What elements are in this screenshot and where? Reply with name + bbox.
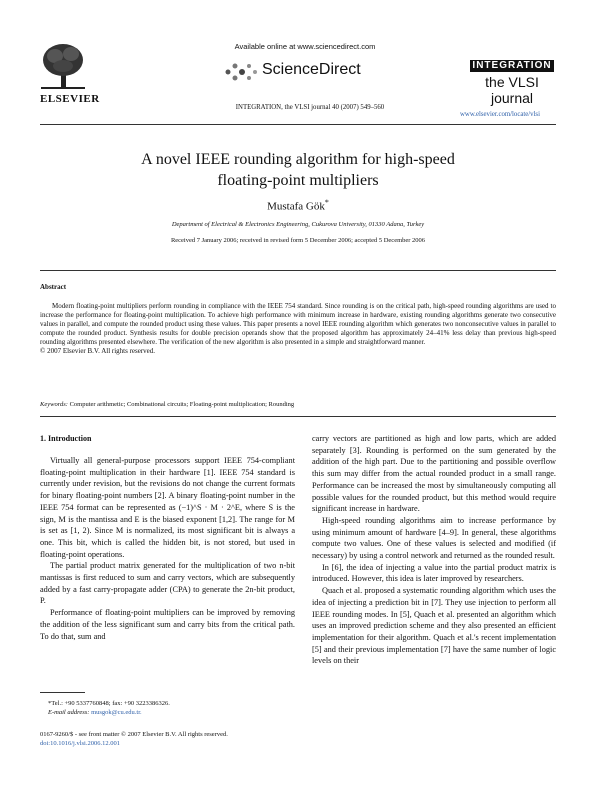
publisher-name: ELSEVIER [40, 93, 100, 105]
email-label: E-mail address: [48, 709, 90, 716]
journal-logo-bottom: the VLSI journal [485, 74, 539, 106]
paragraph: carry vectors are partitioned as high and low parts, which are added separately [3]. Rounding is performed on the sum generated by the addition of the high part. Due to the partitioning and possible overflow this sum may differ from the actual rounded product in a small range. Performance can be increased the most by simultaneously computing all possible values for the rounded product, but this method would require significant increase in hardware. [312, 434, 556, 514]
received-dates: Received 7 January 2006; received in revised form 5 December 2006; accepted 5 December 2006 [170, 237, 426, 244]
abstract-body [40, 302, 556, 357]
abstract-copyright: © 2007 Elsevier B.V. All rights reserved. [40, 347, 156, 356]
keywords-line [40, 401, 556, 408]
column-right [312, 433, 556, 667]
paragraph: Performance of floating-point multipliers can be improved by removing the addition of the less significant sum and carry bits from the critical path. To do that, sum and [40, 608, 295, 641]
author-line [40, 198, 556, 213]
paragraph: Quach et al. proposed a systematic rounding algorithm which uses the idea of injecting a prediction bit in [7]. They use injection to perform all IEEE rounding modes. In [5], Quach et al. presented an algorithm which uses an improved prediction scheme and they also presented an efficient implementation for their algorithm. Quach et al.'s recent implementation [5] and their previous implementation [7] have the same number of logic levels on their [312, 586, 556, 666]
abstract-top-rule [40, 270, 556, 271]
issn-line: 0167-9260/$ - see front matter © 2007 Elsevier B.V. All rights reserved. [40, 731, 228, 738]
journal-reference: INTEGRATION, the VLSI journal 40 (2007) 549–560 [235, 104, 385, 111]
journal-logo-top: INTEGRATION [470, 60, 554, 72]
header-rule [40, 124, 556, 125]
paragraph: In [6], the idea of injecting a value into the partial product matrix is introduced. However, this idea is later improved by researchers. [312, 562, 556, 584]
section-heading: 1. Introduction [40, 434, 92, 443]
abstract-heading: Abstract [40, 283, 67, 291]
column-left [40, 455, 295, 642]
footnote-email-line [40, 708, 295, 717]
paragraph: Virtually all general-purpose processors support IEEE 754-compliant floating-point multiplication in their hardware [1]. IEEE 754 standard is currently under revision, but the revisions do not change the current formats for binary floating-point numbers [2]. A binary floating-point number in the IEEE 754 format can be represented as (−1)^S · M · 2^E, where S is the sign, M is the mantissa and E is the biased exponent [1,2]. The range for M is set as [1, 2). Since M is normalized, its most significant bit is always a one. This bit, which is called the hidden bit, is not stored, but used in floating-point operations. [40, 456, 295, 559]
footnote [40, 699, 295, 717]
doi-link[interactable]: doi:10.1016/j.vlsi.2006.12.001 [40, 740, 120, 747]
footnote-rule [40, 692, 85, 693]
email-link[interactable]: musgok@cu.edu.tr. [91, 709, 142, 716]
front-matter [40, 730, 340, 748]
paragraph: High-speed rounding algorithms aim to increase performance by using minimum amount of hardware [4–9]. In general, these algorithms compute two values. One of these values is selected and modified (if necessary) by using a control network and returned as the rounded result. [312, 515, 556, 561]
paragraph: The partial product matrix generated for the multiplication of two n-bit mantissas is first reduced to sum and carry vectors, which are subsequently added by a fast carry-propagate adder (CPA) to generate the 2n-bit product, P. [40, 561, 295, 606]
keywords-label: Keywords: [40, 401, 68, 408]
affiliation: Department of Electrical & Electronics Engineering, Cukurova University, 01330 Adana, Turkey [171, 221, 425, 228]
author-name: Mustafa Gök [267, 200, 325, 213]
elsevier-tree-logo [41, 42, 85, 90]
author-footnote-mark[interactable]: * [324, 198, 329, 207]
sciencedirect-brand: ScienceDirect [262, 61, 361, 78]
title-line-1: A novel IEEE rounding algorithm for high-speed [141, 151, 455, 168]
abstract-text: Modern floating-point multipliers perform rounding in compliance with the IEEE 754 standard. Since rounding is on the critical path, high-speed rounding algorithms are used to increase the performance for floating-point multiplication. To achieve high performance with minimum increase in hardware, existing rounding algorithms generate two consecutive values in parallel, and compute the rounded product using these values. This paper presents a novel IEEE rounding algorithm which generates two nonconsecutive values in parallel to compute the rounded product. Synthesis results for double precision operands show that the proposed algorithm has approximately 24–41% less delay than previous high-speed rounding algorithms presented elsewhere. The verification of the new algorithm is also presented in a simple and straightforward manner. [40, 302, 556, 347]
keywords-list: Computer arithmetic; Combinational circuits; Floating-point multiplication; Rounding [69, 401, 295, 408]
abstract-bottom-rule [40, 416, 556, 417]
footnote-contact: *Tel.: +90 5337760848; fax: +90 3223386326. [48, 700, 170, 707]
journal-url-link[interactable]: www.elsevier.com/locate/vlsi [460, 111, 540, 118]
title-line-2: floating-point multipliers [217, 172, 379, 189]
article-title [40, 149, 556, 191]
sciencedirect-dots-icon [222, 60, 260, 84]
available-online-text[interactable]: Available online at www.sciencedirect.com [234, 42, 376, 51]
